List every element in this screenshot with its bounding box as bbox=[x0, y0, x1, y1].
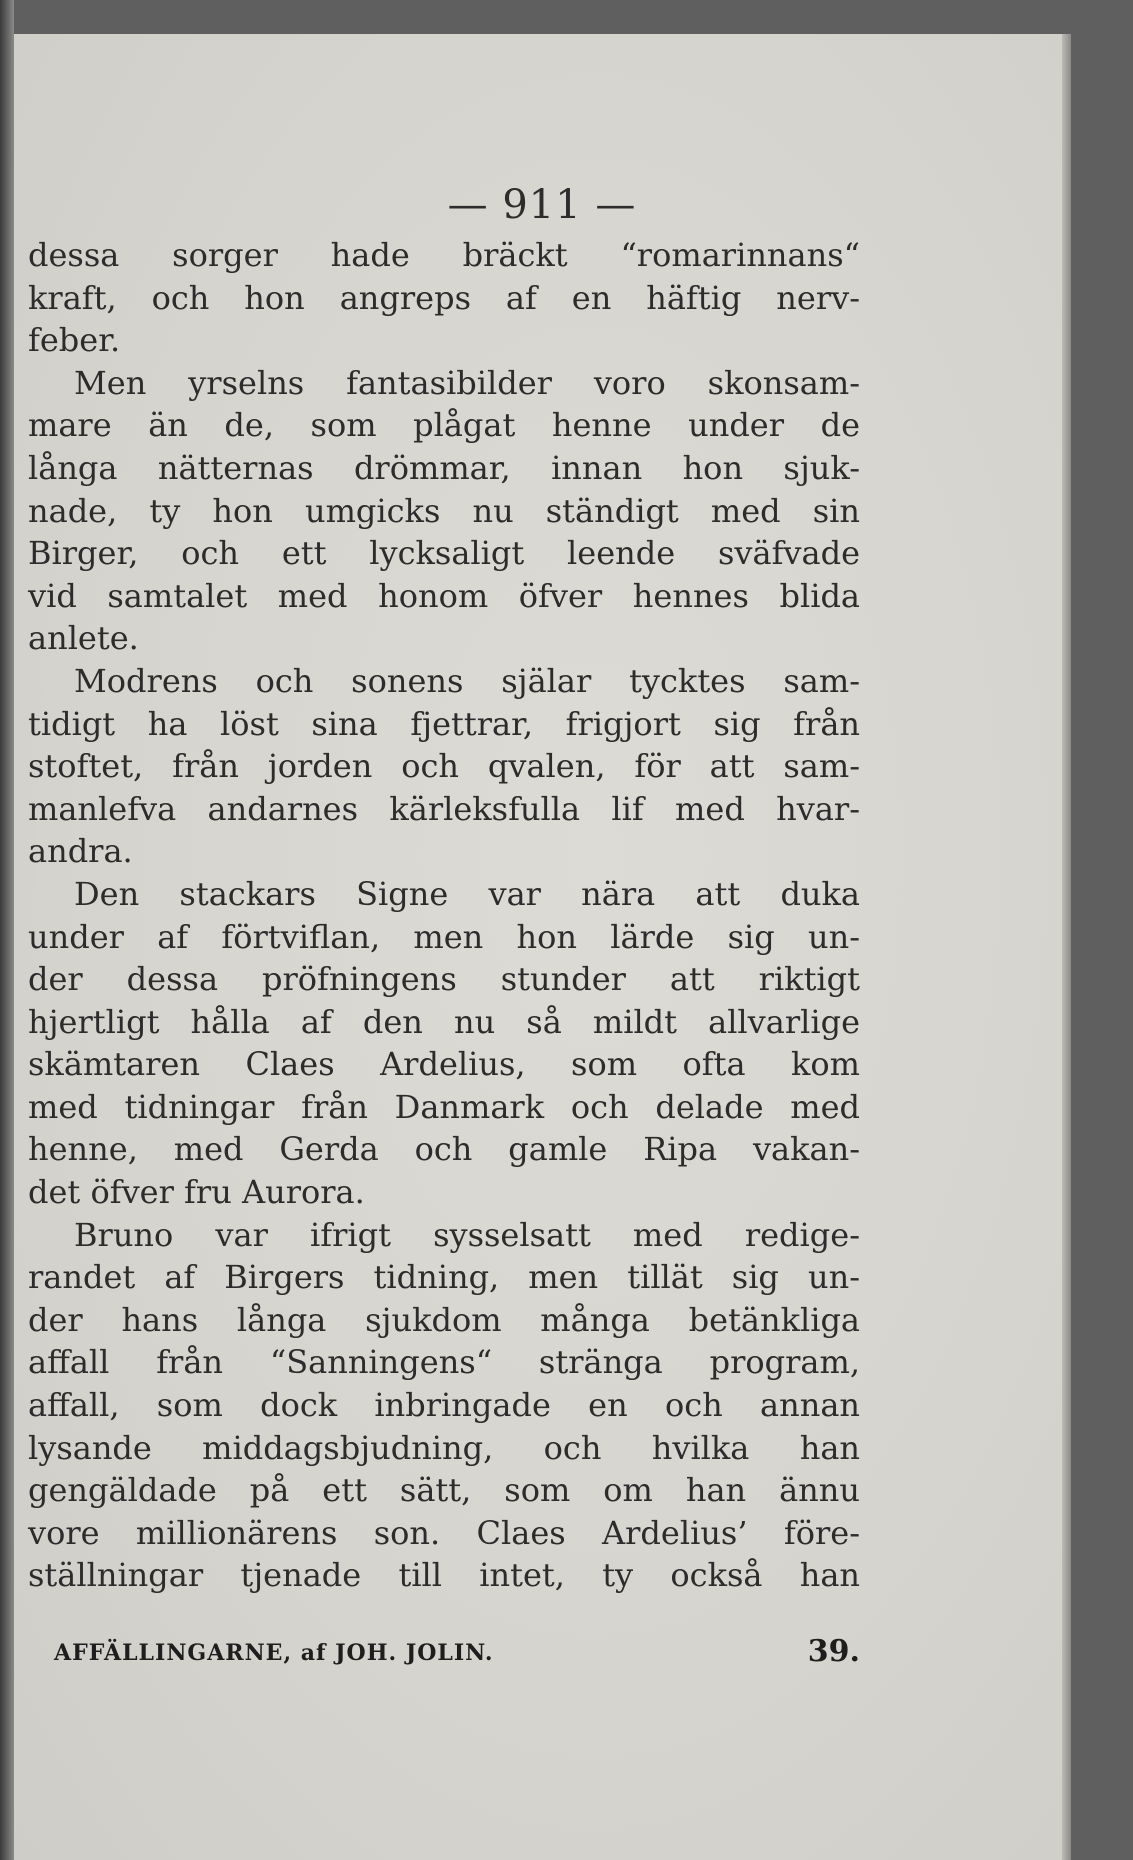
binding-edge bbox=[0, 0, 14, 1860]
text-line: stoftet, från jorden och qvalen, för att sam- bbox=[28, 747, 860, 786]
signature-mark: AFFÄLLINGARNE, af JOH. JOLIN. bbox=[54, 1640, 494, 1666]
text-line: Den stackars Signe var nära att duka bbox=[74, 874, 860, 913]
page-footer bbox=[54, 1634, 860, 1674]
text-line: hjertligt hålla af den nu så mildt allvarlige bbox=[28, 1002, 860, 1041]
text-line: der hans långa sjukdom många betänkliga bbox=[28, 1300, 860, 1339]
text-line: mare än de, som plågat henne under de bbox=[28, 406, 860, 445]
text-line: affall från “Sanningens“ stränga program, bbox=[28, 1343, 860, 1382]
book-page bbox=[14, 34, 1070, 1860]
text-line: henne, med Gerda och gamle Ripa vakan- bbox=[28, 1130, 860, 1169]
text-line: ställningar tjenade till intet, ty också han bbox=[28, 1556, 860, 1595]
page-edge-shadow bbox=[1062, 34, 1071, 1860]
text-line: vore millionärens son. Claes Ardelius’ före- bbox=[28, 1513, 860, 1552]
text-line: randet af Birgers tidning, men tillät sig un- bbox=[28, 1258, 860, 1297]
text-line: gengäldade på ett sätt, som om han ännu bbox=[28, 1471, 860, 1510]
text-line: skämtaren Claes Ardelius, som ofta kom bbox=[28, 1045, 860, 1084]
body-text bbox=[28, 234, 860, 1597]
text-line: långa nätternas drömmar, innan hon sjuk- bbox=[28, 448, 860, 487]
sheet-number: 39. bbox=[807, 1634, 860, 1669]
text-line: vid samtalet med honom öfver hennes blida bbox=[28, 576, 860, 615]
page-number: — 911 — bbox=[447, 182, 637, 228]
text-line: Modrens och sonens själar tycktes sam- bbox=[74, 661, 860, 700]
text-line: andra. bbox=[28, 832, 133, 871]
text-line: tidigt ha löst sina fjettrar, frigjort sig från bbox=[28, 704, 860, 743]
text-line: anlete. bbox=[28, 619, 139, 658]
text-line: feber. bbox=[28, 321, 121, 360]
text-line: nade, ty hon umgicks nu ständigt med sin bbox=[28, 491, 860, 530]
text-line: det öfver fru Aurora. bbox=[28, 1173, 365, 1212]
text-line: Bruno var ifrigt sysselsatt med redige- bbox=[74, 1215, 860, 1254]
text-line: Men yrselns fantasibilder voro skonsam- bbox=[74, 363, 860, 402]
text-line: Birger, och ett lycksaligt leende sväfvade bbox=[28, 534, 860, 573]
text-line: under af förtviflan, men hon lärde sig un- bbox=[28, 917, 860, 956]
text-line: der dessa pröfningens stunder att riktigt bbox=[28, 960, 860, 999]
text-line: dessa sorger hade bräckt “romarinnans“ bbox=[28, 236, 860, 274]
text-line: manlefva andarnes kärleksfulla lif med hvar- bbox=[28, 789, 860, 828]
text-line: med tidningar från Danmark och delade med bbox=[28, 1087, 860, 1126]
text-line: affall, som dock inbringade en och annan bbox=[28, 1386, 860, 1425]
text-line: kraft, och hon angreps af en häftig nerv- bbox=[28, 278, 860, 317]
text-line: lysande middagsbjudning, och hvilka han bbox=[28, 1428, 860, 1467]
